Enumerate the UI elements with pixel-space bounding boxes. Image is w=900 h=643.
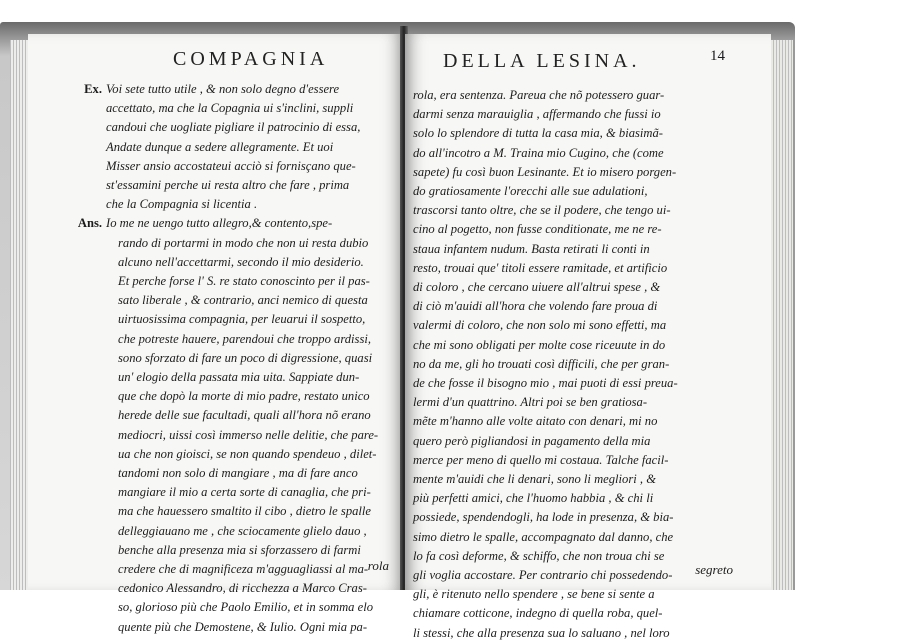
- right-page: [405, 34, 771, 640]
- text-line: che mi sono obligati per molte cose riceuute in do: [413, 337, 666, 352]
- text-line: sato liberale , & contrario, anci nemico di questa: [118, 293, 368, 308]
- text-line: candoui che uogliate pigliare il patrocinio di essa,: [106, 120, 361, 135]
- text-line: quente più che Demostene, & Iulio. Ogni mia pa-: [118, 619, 368, 634]
- text-line: di ciò m'auidi all'hora che volendo fare proua di: [413, 299, 658, 314]
- text-line: lo fa così deforme, & schiffo, che non troua chi se: [413, 548, 665, 563]
- text-line: delleggiauano me , che sciocamente glielo dauo ,: [118, 523, 367, 538]
- text-line: rola, era sentenza. Pareua che nõ potessero guar-: [413, 88, 665, 102]
- text-line: mediocri, uissi così immerso nelle delitie, che pare-: [118, 427, 379, 442]
- text-line: sono sforzato di fare un poco di digressione, quasi: [118, 350, 373, 365]
- text-line: ma che hauessero smaltito il cibo , dietro le spalle: [118, 504, 372, 519]
- text-line: de che fosse il bisogno mio , mai puoti di essi preua-: [413, 376, 678, 391]
- text-line: mente m'auidi che li denari, sono li megliori , &: [413, 472, 656, 487]
- text-line: mẽte m'hanno alle volte aitato con denari, mi no: [413, 414, 658, 429]
- text-line: rando di portarmi in modo che non ui resta dubio: [118, 235, 369, 250]
- text-line: simo dietro le spalle, accompagnato dal danno, che: [413, 529, 674, 544]
- text-line: cino al pogetto, non fusse conditionate, me ne re-: [413, 222, 662, 237]
- text-line: alcuno nell'accettarmi, secondo il mio desiderio.: [118, 254, 364, 269]
- text-line: do gratiosamente l'orecchi alle sue adulationi,: [413, 184, 648, 199]
- text-line: do all'incotro a M. Traina mio Cugino, che (come: [413, 145, 664, 160]
- text-line: so, glorioso più che Paolo Emilio, et in somma elo: [118, 600, 374, 615]
- text-line: mangiare il mio a certa sorte di canaglia, che pri-: [118, 485, 371, 500]
- text-line: trascorsi tanto oltre, che se il podere, che tengo ui-: [413, 203, 671, 218]
- right-page-stack: [771, 40, 795, 590]
- text-line: di coloro , che cercano uiuere all'altrui spese , &: [413, 280, 661, 295]
- text-line: Et perche forse l' S. re stato conoscinto per il pas-: [118, 274, 370, 289]
- text-line: un' elogio della passata mia uita. Sappiate dun-: [118, 370, 360, 385]
- text-line: tandomi non solo di mangiare , ma di fare anco: [118, 466, 358, 481]
- left-page-text: [77, 80, 379, 637]
- text-line: gli voglia accostare. Per contrario chi possedendo-: [413, 568, 673, 583]
- speaker-label: Ans.: [77, 216, 102, 231]
- page-number: 14: [710, 48, 725, 64]
- text-line: lermi d'un quattrino. Altri poi se ben gratiosa-: [413, 395, 648, 410]
- text-line: no da me, gli ho trouati così difficili, che per gran-: [413, 356, 670, 371]
- text-line: que che dopò la morte di mio padre, restato unico: [118, 389, 370, 404]
- text-line: chiamare cotticone, indegno di quella roba, quel-: [413, 606, 663, 621]
- text-line: quero però pigliandosi in pagamento della mia: [413, 433, 651, 448]
- text-line: solo lo splendore di tutta la casa mia, & biasimã-: [413, 126, 664, 141]
- text-line: possiede, spendendogli, ha lode in presenza, & bia-: [413, 510, 674, 525]
- left-page-stack: [10, 40, 28, 590]
- text-line: Andate dunque a sedere allegramente. Et uoi: [106, 139, 334, 154]
- text-line: li stessi, che alla presenza sua lo saluano , nel loro: [413, 625, 670, 640]
- text-line: Misser ansio accostateui acciò si fornisçano que-: [106, 158, 356, 173]
- text-line: resto, trouai que' titoli essere ramitade, et artificio: [413, 260, 668, 275]
- text-line: merce per meno di quello mi costaua. Talche facil-: [413, 452, 669, 467]
- text-line: accettato, ma che la Copagnia ui s'inclini, suppli: [106, 101, 354, 116]
- text-line: sapete) fu così buon Lesinante. Et io misero porgen-: [413, 164, 677, 179]
- text-line: valermi di coloro, che non solo mi sono effetti, ma: [413, 318, 667, 333]
- right-page-text: [413, 86, 678, 643]
- text-line: staua infantem nudum. Basta retirati li conti in: [413, 241, 650, 256]
- text-line: cedonico Alessandro, di ricchezza a Marco Cras-: [118, 581, 367, 596]
- text-line: che la Compagnia si licentia .: [106, 197, 258, 212]
- text-line: ua che non gioisci, se non quando spendeuo , dilet-: [118, 446, 377, 461]
- text-line: uirtuosissima compagnia, per leuarui il sospetto,: [118, 312, 366, 327]
- speaker-label: Ex.: [84, 82, 102, 96]
- text-line: st'essamini perche ui resta altro che fare , prima: [106, 178, 350, 193]
- right-catchword: segreto: [695, 562, 733, 577]
- text-line: benche alla presenza mia si sforzassero di farmi: [118, 542, 361, 557]
- text-line: Ans. Io me ne uengo tutto allegro,& contento,spe-: [106, 214, 378, 233]
- text-line: che potreste hauere, parendoui che troppo ardissi,: [118, 331, 371, 346]
- text-line: darmi senza marauiglia , affermando che fussi io: [413, 107, 661, 122]
- right-running-head: DELLA LESINA.: [443, 50, 641, 72]
- text-line: gli, è ritenuto nello spendere , se bene si sente a: [413, 587, 655, 602]
- text-line: Ex. Voi sete tutto utile , & non solo degno d'essere: [106, 80, 378, 99]
- text-line: più perfetti amici, che l'huomo habbia , & chi li: [413, 491, 654, 506]
- left-page: [28, 34, 403, 634]
- left-catchword: rola: [367, 558, 389, 573]
- left-running-head: COMPAGNIA: [173, 48, 329, 70]
- text-line: credere che di magnificeza m'agguagliassi al ma-: [118, 562, 369, 577]
- text-line: herede delle sue facultadi, quali all'hora nõ erano: [118, 408, 371, 423]
